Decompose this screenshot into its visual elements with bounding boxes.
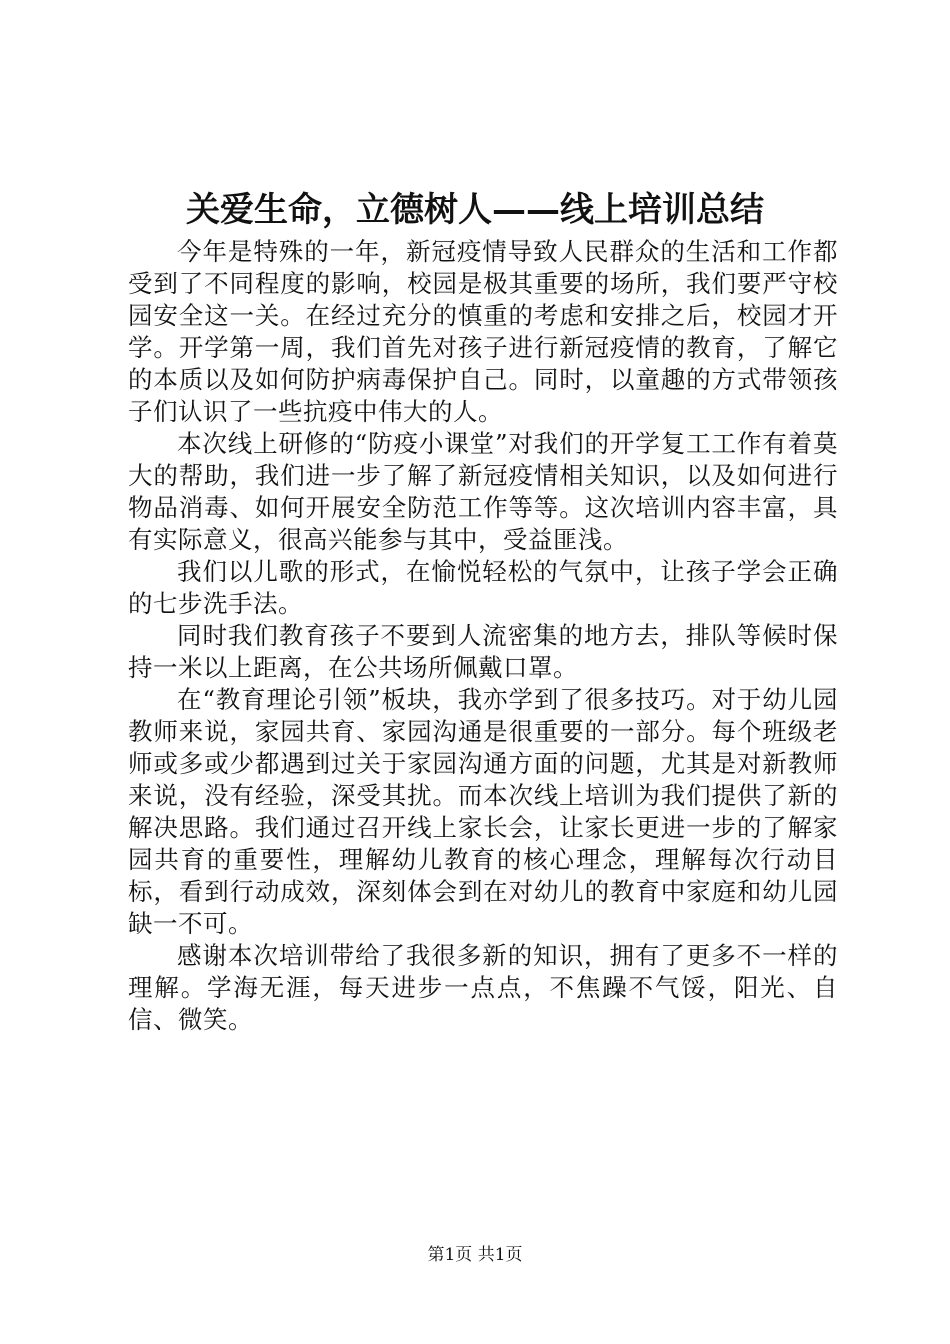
paragraph-4: 同时我们教育孩子不要到人流密集的地方去，排队等候时保持一米以上距离，在公共场所佩戴口罩。 [128, 621, 838, 682]
paragraph-2: 本次线上研修的“防疫小课堂”对我们的开学复工工作有着莫大的帮助，我们进一步了解了新冠疫情相关知识，以及如何进行物品消毒、如何开展安全防范工作等等。这次培训内容丰富，具有实际意义，很高兴能参与其中，受益匪浅。 [128, 429, 838, 554]
paragraph-1: 今年是特殊的一年，新冠疫情导致人民群众的生活和工作都受到了不同程度的影响，校园是极其重要的场所，我们要严守校园安全这一关。在经过充分的慎重的考虑和安排之后，校园才开学。开学第一周，我们首先对孩子进行新冠疫情的教育，了解它的本质以及如何防护病毒保护自己。同时，以童趣的方式带领孩子们认识了一些抗疫中伟大的人。 [128, 237, 838, 426]
document-title: 关爱生命，立德树人——线上培训总结 [186, 190, 764, 230]
paragraph-5: 在“教育理论引领”板块，我亦学到了很多技巧。对于幼儿园教师来说，家园共育、家园沟通是很重要的一部分。每个班级老师或多或少都遇到过关于家园沟通方面的问题，尤其是对新教师来说，没有经验，深受其扰。而本次线上培训为我们提供了新的解决思路。我们通过召开线上家长会，让家长更进一步的了解家园共育的重要性，理解幼儿教育的核心理念，理解每次行动目标，看到行动成效，深刻体会到在对幼儿的教育中家庭和幼儿园缺一不可。 [128, 685, 838, 938]
paragraph-3: 我们以儿歌的形式，在愉悦轻松的气氛中，让孩子学会正确的七步洗手法。 [128, 557, 838, 618]
document-body [128, 236, 838, 1036]
page-footer: 第1页 共1页 [427, 1245, 523, 1265]
paragraph-6: 感谢本次培训带给了我很多新的知识，拥有了更多不一样的理解。学海无涯，每天进步一点点，不焦躁不气馁，阳光、自信、微笑。 [128, 941, 838, 1034]
